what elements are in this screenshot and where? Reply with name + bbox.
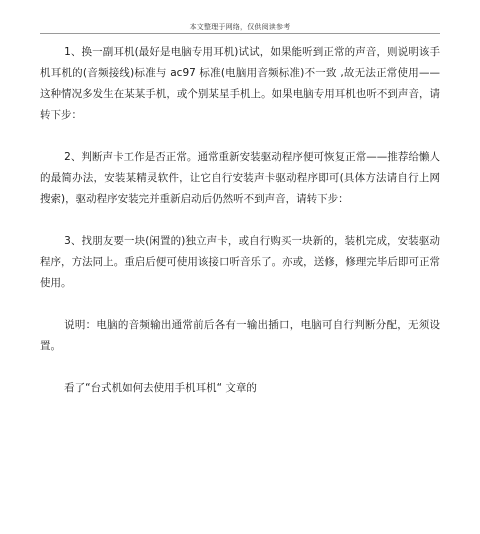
paragraph-trailing: 看了“台式机如何去使用手机耳机“ 文章的 <box>64 382 257 394</box>
header-divider <box>40 33 440 34</box>
page-header: 本文整理于网络，仅供阅读参考 <box>189 23 291 31</box>
document-body <box>40 42 440 420</box>
paragraph-step-1: 1、换一副耳机(最好是电脑专用耳机)试试，如果能听到正常的声音，则说明该手机耳机的(音频接线)标准与 ac97 标准(电脑用音频标准)不一致 ,故无法正常使用——这种情况多发生在某某手机，或个别某星手机上。如果电脑专用耳机也听不到声音，请转下步： <box>40 46 440 121</box>
paragraph-step-3: 3、找朋友要一块(闲置的)独立声卡，或自行购买一块新的，装机完成，安装驱动程序，方法同上。重启后便可使用该接口听音乐了。亦或，送修，修理完毕后即可正常使用。 <box>40 235 440 289</box>
paragraph-note: 说明：电脑的音频输出通常前后各有一输出插口，电脑可自行判断分配，无须设置。 <box>40 319 440 352</box>
paragraph-step-2: 2、判断声卡工作是否正常。通常重新安装驱动程序便可恢复正常——推荐给懒人的最简办法，安装某精灵软件，让它自行安装声卡驱动程序即可(具体方法请自行上网搜索)，驱动程序安装完并重新启动后仍然听不到声音，请转下步： <box>40 151 440 205</box>
